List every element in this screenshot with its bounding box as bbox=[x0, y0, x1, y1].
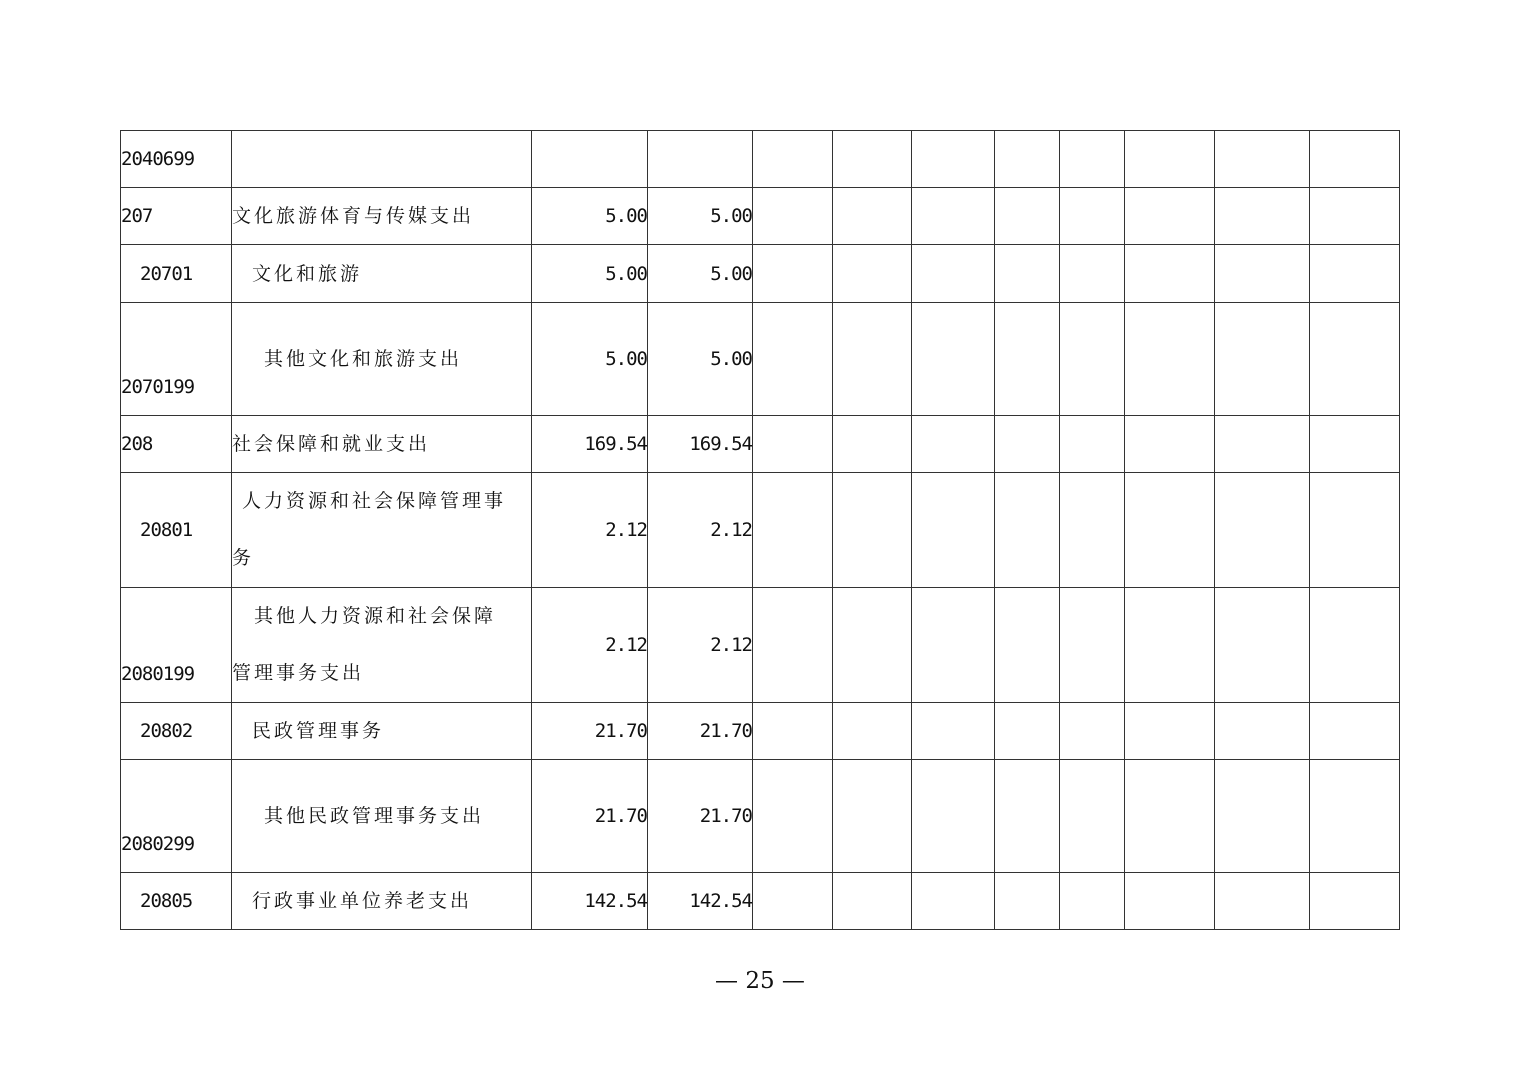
row-code: 2040699 bbox=[121, 131, 232, 188]
row-value-1: 21.70 bbox=[532, 703, 648, 760]
empty-cell bbox=[1215, 416, 1310, 473]
row-code: 2080299 bbox=[121, 760, 232, 873]
row-value-1: 5.00 bbox=[532, 245, 648, 303]
empty-cell bbox=[1310, 473, 1400, 588]
empty-cell bbox=[1310, 416, 1400, 473]
empty-cell bbox=[833, 188, 912, 245]
table-row bbox=[121, 760, 1400, 873]
empty-cell bbox=[1310, 245, 1400, 303]
empty-cell bbox=[1310, 131, 1400, 188]
empty-cell bbox=[995, 703, 1060, 760]
empty-cell bbox=[912, 473, 995, 588]
empty-cell bbox=[912, 303, 995, 416]
row-code: 20805 bbox=[121, 873, 232, 930]
empty-cell bbox=[1215, 760, 1310, 873]
empty-cell bbox=[1125, 703, 1215, 760]
empty-cell bbox=[995, 760, 1060, 873]
row-code: 2080199 bbox=[121, 588, 232, 703]
table-row bbox=[121, 588, 1400, 703]
empty-cell bbox=[912, 588, 995, 703]
empty-cell bbox=[833, 760, 912, 873]
row-name: 文化旅游体育与传媒支出 bbox=[232, 188, 532, 245]
empty-cell bbox=[1125, 760, 1215, 873]
empty-cell bbox=[1310, 760, 1400, 873]
empty-cell bbox=[1215, 303, 1310, 416]
row-name-line2: 管理事务支出 bbox=[232, 662, 365, 684]
row-value-2: 2.12 bbox=[648, 473, 753, 588]
empty-cell bbox=[833, 588, 912, 703]
empty-cell bbox=[912, 131, 995, 188]
empty-cell bbox=[1215, 873, 1310, 930]
row-name: 行政事业单位养老支出 bbox=[232, 873, 532, 930]
empty-cell bbox=[753, 473, 833, 588]
empty-cell bbox=[995, 188, 1060, 245]
table-row bbox=[121, 303, 1400, 416]
row-value-2 bbox=[648, 131, 753, 188]
empty-cell bbox=[912, 873, 995, 930]
empty-cell bbox=[995, 873, 1060, 930]
row-value-2: 5.00 bbox=[648, 188, 753, 245]
empty-cell bbox=[912, 703, 995, 760]
empty-cell bbox=[753, 188, 833, 245]
empty-cell bbox=[995, 588, 1060, 703]
empty-cell bbox=[995, 131, 1060, 188]
row-name bbox=[232, 473, 532, 588]
empty-cell bbox=[1060, 188, 1125, 245]
row-value-1: 169.54 bbox=[532, 416, 648, 473]
row-name: 民政管理事务 bbox=[232, 703, 532, 760]
empty-cell bbox=[912, 188, 995, 245]
row-value-1: 142.54 bbox=[532, 873, 648, 930]
table-row bbox=[121, 473, 1400, 588]
row-name-line1: 人力资源和社会保障管理事 bbox=[242, 490, 507, 512]
empty-cell bbox=[912, 760, 995, 873]
empty-cell bbox=[1060, 416, 1125, 473]
row-value-1: 2.12 bbox=[532, 588, 648, 703]
empty-cell bbox=[1215, 588, 1310, 703]
table-row bbox=[121, 703, 1400, 760]
empty-cell bbox=[753, 245, 833, 303]
table-row bbox=[121, 245, 1400, 303]
empty-cell bbox=[833, 245, 912, 303]
empty-cell bbox=[1060, 703, 1125, 760]
empty-cell bbox=[1060, 245, 1125, 303]
row-name-line2: 务 bbox=[232, 547, 255, 569]
empty-cell bbox=[1125, 303, 1215, 416]
row-code: 20801 bbox=[121, 473, 232, 588]
row-value-1: 5.00 bbox=[532, 188, 648, 245]
row-code: 207 bbox=[121, 188, 232, 245]
row-value-2: 21.70 bbox=[648, 760, 753, 873]
page-number: — 25 — bbox=[715, 968, 805, 994]
budget-table bbox=[120, 130, 1400, 930]
row-name: 其他文化和旅游支出 bbox=[232, 303, 532, 416]
empty-cell bbox=[1125, 131, 1215, 188]
row-name bbox=[232, 131, 532, 188]
table-row bbox=[121, 416, 1400, 473]
row-name: 其他民政管理事务支出 bbox=[232, 760, 532, 873]
row-code: 2070199 bbox=[121, 303, 232, 416]
empty-cell bbox=[1310, 588, 1400, 703]
row-value-1: 5.00 bbox=[532, 303, 648, 416]
empty-cell bbox=[1125, 416, 1215, 473]
table-row bbox=[121, 873, 1400, 930]
row-value-2: 5.00 bbox=[648, 303, 753, 416]
empty-cell bbox=[1125, 588, 1215, 703]
row-value-1 bbox=[532, 131, 648, 188]
row-value-2: 2.12 bbox=[648, 588, 753, 703]
empty-cell bbox=[1060, 473, 1125, 588]
row-value-2: 169.54 bbox=[648, 416, 753, 473]
row-name: 社会保障和就业支出 bbox=[232, 416, 532, 473]
table-row bbox=[121, 188, 1400, 245]
empty-cell bbox=[833, 303, 912, 416]
row-name bbox=[232, 588, 532, 703]
row-value-1: 2.12 bbox=[532, 473, 648, 588]
empty-cell bbox=[1060, 873, 1125, 930]
row-code: 208 bbox=[121, 416, 232, 473]
empty-cell bbox=[753, 873, 833, 930]
empty-cell bbox=[1125, 245, 1215, 303]
empty-cell bbox=[753, 760, 833, 873]
row-name-line1: 其他人力资源和社会保障 bbox=[254, 605, 497, 627]
empty-cell bbox=[1060, 303, 1125, 416]
empty-cell bbox=[1310, 703, 1400, 760]
empty-cell bbox=[995, 245, 1060, 303]
empty-cell bbox=[1215, 131, 1310, 188]
empty-cell bbox=[1060, 131, 1125, 188]
row-value-1: 21.70 bbox=[532, 760, 648, 873]
empty-cell bbox=[833, 131, 912, 188]
empty-cell bbox=[753, 588, 833, 703]
empty-cell bbox=[1215, 188, 1310, 245]
empty-cell bbox=[912, 245, 995, 303]
empty-cell bbox=[1060, 588, 1125, 703]
empty-cell bbox=[995, 473, 1060, 588]
empty-cell bbox=[1125, 188, 1215, 245]
empty-cell bbox=[912, 416, 995, 473]
row-value-2: 5.00 bbox=[648, 245, 753, 303]
empty-cell bbox=[753, 703, 833, 760]
empty-cell bbox=[1125, 873, 1215, 930]
empty-cell bbox=[1060, 760, 1125, 873]
row-value-2: 142.54 bbox=[648, 873, 753, 930]
empty-cell bbox=[833, 416, 912, 473]
empty-cell bbox=[995, 416, 1060, 473]
empty-cell bbox=[1215, 473, 1310, 588]
empty-cell bbox=[995, 303, 1060, 416]
row-name: 文化和旅游 bbox=[232, 245, 532, 303]
empty-cell bbox=[1310, 188, 1400, 245]
empty-cell bbox=[1310, 873, 1400, 930]
empty-cell bbox=[1310, 303, 1400, 416]
empty-cell bbox=[833, 703, 912, 760]
empty-cell bbox=[753, 303, 833, 416]
empty-cell bbox=[1125, 473, 1215, 588]
row-code: 20701 bbox=[121, 245, 232, 303]
empty-cell bbox=[833, 873, 912, 930]
empty-cell bbox=[1215, 245, 1310, 303]
empty-cell bbox=[753, 416, 833, 473]
row-value-2: 21.70 bbox=[648, 703, 753, 760]
empty-cell bbox=[753, 131, 833, 188]
table-row bbox=[121, 131, 1400, 188]
empty-cell bbox=[1215, 703, 1310, 760]
row-code: 20802 bbox=[121, 703, 232, 760]
empty-cell bbox=[833, 473, 912, 588]
